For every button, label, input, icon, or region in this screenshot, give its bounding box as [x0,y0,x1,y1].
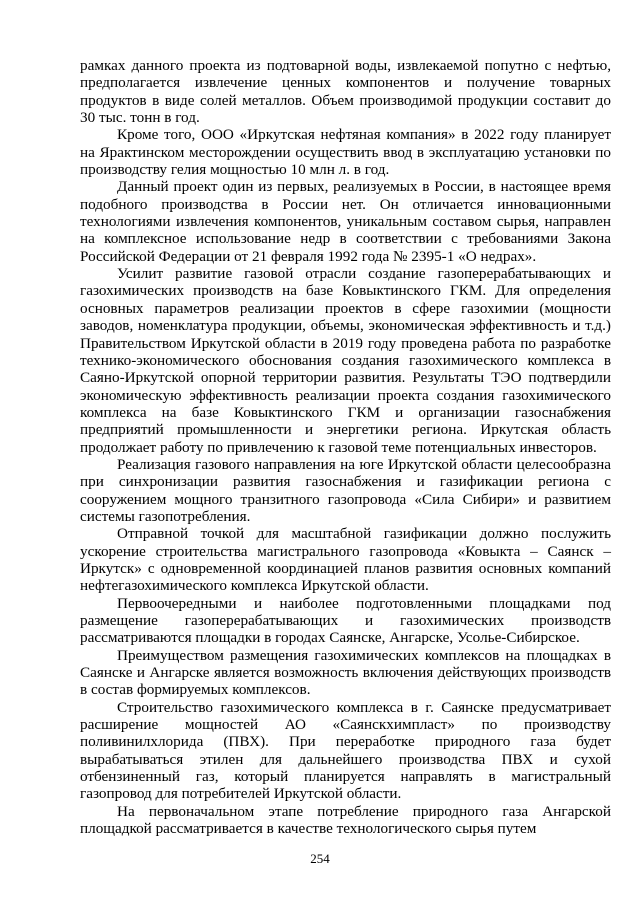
paragraph: Данный проект один из первых, реализуемых в России, в настоящее время подобного производства в России нет. Он отличается инновационными технологиями извлечения компонентов, уникальным составом сырья, направлен на комплексное использование недр в соответствии с требованиями Закона Российской Федерации от 21 февраля 1992 года № 2395-1 «О недрах». [80,178,611,265]
paragraph: рамках данного проекта из подтоварной воды, извлекаемой попутно с нефтью, предполагается извлечение ценных компонентов и получение товарных продуктов в виде солей металлов. Объем производимой продукции составит до 30 тыс. тонн в год. [80,57,611,127]
document-body [80,57,611,837]
paragraph: Отправной точкой для масштабной газификации должно послужить ускорение строительства магистрального газопровода «Ковыкта – Саянск – Иркутск» с одновременной координацией планов развития основных компаний нефтегазохимического комплекса Иркутской области. [80,525,611,595]
paragraph: Кроме того, ООО «Иркутская нефтяная компания» в 2022 году планирует на Ярактинском месторождении осуществить ввод в эксплуатацию установки по производству гелия мощностью 10 млн л. в год. [80,126,611,179]
paragraph: Реализация газового направления на юге Иркутской области целесообразна при синхронизации развития газоснабжения и газификации региона с сооружением мощного транзитного газопровода «Сила Сибири» и развитием системы газопотребления. [80,455,611,525]
paragraph: Строительство газохимического комплекса в г. Саянске предусматривает расширение мощностей АО «Саянскхимпласт» по производству поливинилхлорида (ПВХ). При переработке природного газа будет вырабатываться этилен для дальнейшего производства ПВХ и сухой отбензиненный газ, который планируется направлять в магистральный газопровод для потребителей Иркутской области. [80,698,611,803]
paragraph: Преимуществом размещения газохимических комплексов на площадках в Саянске и Ангарске является возможность включения действующих производств в состав формируемых комплексов. [80,646,611,699]
paragraph: Первоочередными и наиболее подготовленными площадками под размещение газоперерабатывающих и газохимических производств рассматриваются площадки в городах Саянске, Ангарске, Усолье-Сибирское. [80,594,611,647]
paragraph: На первоначальном этапе потребление природного газа Ангарской площадкой рассматривается в качестве технологического сырья путем [80,802,611,838]
page-number: 254 [310,851,330,866]
paragraph: Усилит развитие газовой отрасли создание газоперерабатывающих и газохимических производств на базе Ковыктинского ГКМ. Для определения основных параметров реализации проектов в сфере газохимии (мощности заводов, номенклатура продукции, объемы, экономическая эффективность и т.д.) Правительством Иркутской области в 2019 году проведена работа по разработке технико-экономического обоснования создания газохимического комплекса в Саяно-Иркутской опорной территории развития. Результаты ТЭО подтвердили экономическую эффективность реализации проекта создания газохимического комплекса на базе Ковыктинского ГКМ и организации газоснабжения предприятий промышленности и энергетики региона. Иркутская область продолжает работу по привлечению к газовой теме потенциальных инвесторов. [80,265,611,456]
